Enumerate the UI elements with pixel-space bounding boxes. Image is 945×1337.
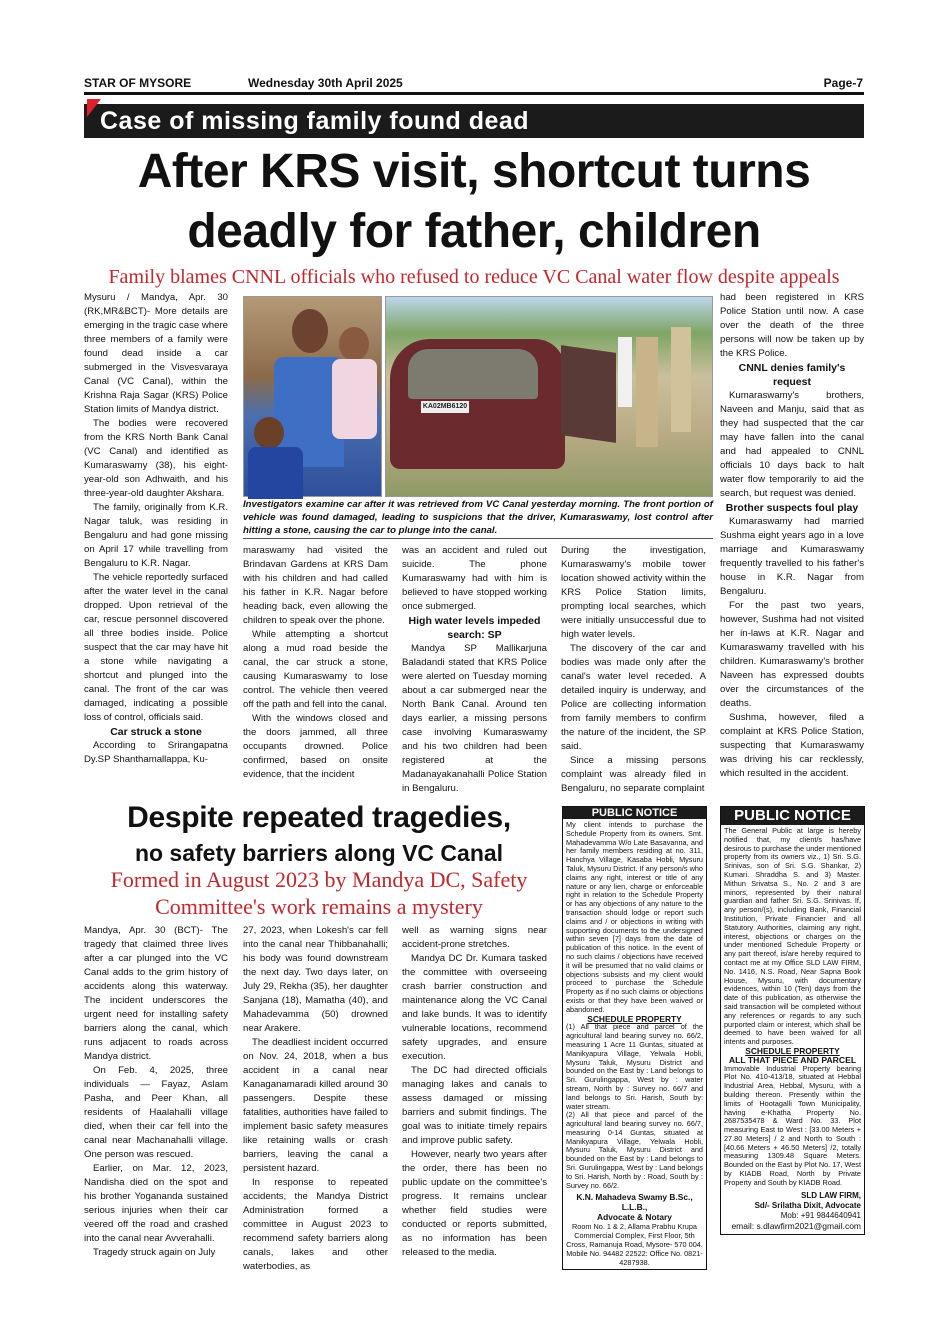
masthead-date: Wednesday 30th April 2025 xyxy=(248,76,403,90)
article2-deck-line-1: Formed in August 2023 by Mandya DC, Safety xyxy=(110,867,528,892)
article2-headline-line-2: no safety barriers along VC Canal xyxy=(134,840,504,866)
masthead-paper-name: STAR OF MYSORE xyxy=(84,76,192,90)
notice-title: PUBLIC NOTICE xyxy=(721,807,864,825)
schedule-item-2: (2) All that piece and parcel of the agricultural land bearing survey no. 66/7, measuring 0-14 Guntas, situated at Manikyapura Village, Yelwala Hobli, Mysuru Taluk, Mysuru District and bounded on the East by : Land belongs to Sri. Gurulingappa, West by : Land belongs to Sri. Harish, North by : Road, South by : Survey no. 66/2. xyxy=(566,1110,703,1190)
family-photo xyxy=(243,296,382,497)
paragraph: The vehicle reportedly surfaced after the water level in the canal dropped. Upon retrieval of the car, rescue personnel discovered all three bodies inside. Police suspect that the car may have hit a stone while navigating a shortcut and plunged into the canal. The front of the car was damaged, indicating a possible loss of control, officials said. xyxy=(84,572,228,723)
paragraph: Sushma, however, filed a complaint at KRS Police Station, suspecting that Kumaraswamy was driving his car recklessly, which resulted in the accident. xyxy=(720,712,864,779)
article2-headline-line-1: Despite repeated tragedies, xyxy=(127,801,511,834)
article1-column-2 xyxy=(243,544,388,797)
paragraph: While attempting a shortcut along a mud road beside the canal, the car struck a stone, causing Kumaraswamy to lose control. The vehicle then veered off the path and fell into the canal. xyxy=(243,629,388,710)
paragraph: The deadliest incident occurred on Nov. 24, 2018, when a bus accident in a canal near Kanaganamaradi killed around 30 passengers. Despite these fatalities, authorities have failed to implement basic safety measures like retaining walls or crash barriers, leaving the canal a persistent hazard. xyxy=(243,1037,388,1174)
masthead-rule xyxy=(84,92,864,95)
paragraph: For the past two years, however, Sushma had not visited her in-laws at K.R. Nagar and Kumaraswamy travelled with his children. Kumaraswamy's brother Naveen has expressed doubts over the circumstances of the deaths. xyxy=(720,600,864,709)
article2-deck-line-2: Committee's work remains a mystery xyxy=(155,894,483,919)
article1-column-3 xyxy=(402,544,547,797)
advocate-phone: Mobile No. 94482 22522: Office No. 0821-4287938. xyxy=(566,1248,703,1267)
article-kicker xyxy=(84,104,864,138)
notice-body: My client intends to purchase the Schedule Property from its owners. Smt. Mahadevamma W/o Late Basavanna, and her family members residing at no. 311, Hanchya Village, Kasaba Hobli, Mysuru Taluk, Mysuru District. If any person/s who claims any right, interest or title of any nature or any lien, charge or enforceable right in relation to the Schedule Property or has any objections of any nature to the transaction should lodge or report such claims and / or objections in writing with supporting documents to the undersigned within seven [7] days from the date of publication of this notice. In the event of no such claims / objections have received it will be presumed that no valid claims or objections subsists and my client would proceed to purchase the Schedule Property as if no such claims or objections exists or that they have been waived or abandoned. xyxy=(566,820,703,1014)
signatory: Sd/- Srilatha Dixit, Advocate xyxy=(754,1200,861,1210)
article2-column-2 xyxy=(243,924,388,1272)
paragraph: Kumaraswamy's brothers, Naveen and Manju, said that as they had suspected that the car may have fallen into the canal and had appealed to CNNL officials 10 days back to halt water flow temporarily to aid the search, but request was denied. xyxy=(720,390,864,499)
schedule-title: SCHEDULE PROPERTY xyxy=(745,1045,840,1056)
schedule-item-1: (1) All that piece and parcel of the agricultural land bearing survey no. 66/2, measuring 1 Acre 11 Guntas, situated at Manikyapura Village, Yelwala Hobli, Mysuru Taluk, Mysuru District and bounded on the East by : Land belongs to Sri. Gurulingappa, West by : water stream, North by : Survey no. 66/7 and land belongs to Sri. Harish, South by: water stream. xyxy=(566,1022,703,1111)
article1-column-4 xyxy=(561,544,706,797)
paragraph: The discovery of the car and bodies was made only after the canal's water level receded. A detailed inquiry is underway, and Police are collecting information from family members to confirm the nature of the incident, the SP said. xyxy=(561,643,706,752)
subhead: Car struck a stone xyxy=(110,726,202,738)
paragraph: The bodies were recovered from the KRS North Bank Canal (VC Canal) and identified as Kumaraswamy (38), his eight-year-old son Adhwaith, and his three-year-old daughter Akshara. xyxy=(84,418,228,499)
subhead: CNNL denies family's request xyxy=(738,362,846,388)
paragraph: On Feb. 4, 2025, three individuals — Fayaz, Aslam Pasha, and Peer Khan, all residents of Haalahalli village died, when their car fell into the canal near Machanahalli village. One person was rescued. xyxy=(84,1065,228,1160)
paragraph: Earlier, on Mar. 12, 2023, Nandisha died on the spot and his brother Yogananda sustained serious injuries when their car veered off the road and crashed into the canal near Avverahalli. xyxy=(84,1163,228,1244)
paragraph: According to Srirangapatna Dy.SP Shanthamallappa, Ku- xyxy=(84,740,228,765)
paragraph: maraswamy had visited the Brindavan Gardens at KRS Dam with his children and had called his father in K.R. Nagar before heading back, even allowing the children to speak over the phone. xyxy=(243,545,388,626)
paragraph: Mandya DC Dr. Kumara tasked the committee with overseeing crash barrier construction and maintenance along the VC Canal and lake bunds. It was to identify vulnerable locations, recommend safety upgrades, and ensure execution. xyxy=(402,953,547,1062)
paragraph: The family, originally from K.R. Nagar taluk, was residing in Bengaluru and had gone missing on April 17 while travelling from Bengaluru to K.R. Nagar. xyxy=(84,502,228,569)
mobile-number: Mob: +91 9844640941 xyxy=(780,1210,861,1220)
advocate-name: K.N. Mahadeva Swamy B.Sc., L.L.B., xyxy=(576,1192,693,1213)
subhead: High water levels impeded search: SP xyxy=(408,615,541,641)
article1-column-5 xyxy=(720,291,864,797)
article2-column-3 xyxy=(402,924,547,1262)
paragraph: well as warning signs near accident-prone stretches. xyxy=(402,925,547,950)
advocate-address: Room No. 1 & 2, Allama Prabhu Krupa Commercial Complex, First Floor, 5th Cross, Ramanuja Road, Mysore- 570 004. xyxy=(566,1222,703,1250)
kicker-text: Case of missing family found dead xyxy=(100,107,530,135)
photo-caption: Investigators examine car after it was retrieved from VC Canal yesterday morning. The front portion of vehicle was found damaged, leading to suspicions that the driver, Kumaraswamy, lost control after hitting a stone, causing the car to plunge into the canal. xyxy=(243,498,713,539)
email-address[interactable]: email: s.dlawfirm2021@gmail.com xyxy=(731,1220,861,1231)
paragraph: Mandya SP Mallikarjuna Baladandi stated that KRS Police were alerted on Tuesday morning about a car submerged near the North Bank Canal. Around ten days earlier, a missing persons case involving Kumaraswamy and his two children had been registered at the Madanayakanahalli Police Station in Bengaluru. xyxy=(402,643,547,794)
law-firm: SLD LAW FIRM, xyxy=(801,1190,861,1200)
car-retrieval-photo xyxy=(385,296,713,497)
public-notice-2 xyxy=(720,806,865,1235)
paragraph: Since a missing persons complaint was already filed in Bengaluru, no separate complaint xyxy=(561,755,706,794)
paragraph: However, nearly two years after the order, there has been no public update on the committee's progress. It remains unclear whether field studies were conducted or reports submitted, as no information has been released to the media. xyxy=(402,1149,547,1258)
article-deck: Family blames CNNL officials who refused to reduce VC Canal water flow despite appeals xyxy=(108,266,840,288)
paragraph: During the investigation, Kumaraswamy's mobile tower location showed activity within the KRS Police Station limits, prompting local searches, which were initially unsuccessful due to high water levels. xyxy=(561,545,706,640)
headline-line-2: deadly for father, children xyxy=(187,205,761,258)
paragraph: Mysuru / Mandya, Apr. 30 (RK,MR&BCT)- More details are emerging in the tragic case where three members of a family were found dead inside a car submerged in the Visvesvaraya Canal (VC Canal), within the Krishna Raja Sagar (KRS) Police Station limits of Mandya district. xyxy=(84,292,228,415)
headline-line-1: After KRS visit, shortcut turns xyxy=(137,145,811,198)
schedule-lead: ALL THAT PIECE AND PARCEL xyxy=(728,1054,857,1065)
schedule-body: Immovable Industrial Property bearing Plot No. 410-413/18, situated at Hebbal Industrial Area, Hebbal, Mysuru, with a building thereon. Presently within the limits of Hootagalli Town Municipality, having e-Khatha Property No. 2687535478 & Ward No. 33. Plot measuring East to West : [33.00 Meters + 27.80 Meters] / 2 and North to South : [40.66 Meters + 46.50 Meters] /2, totally measuring 1309.48 Square Meters. Bounded on the East by Plot No. 17, West by KIADB Road, North by Private Property and South by KIADB Road. xyxy=(724,1063,861,1187)
schedule-title: SCHEDULE PROPERTY xyxy=(587,1013,682,1024)
paragraph: Kumaraswamy had married Sushma eight years ago in a love marriage and Kumaraswamy frequently travelled to his father's house in K.R. Nagar from Bengaluru. xyxy=(720,516,864,597)
article2-column-1 xyxy=(84,924,228,1262)
notice-body: The General Public at large is hereby notified that, my client/s has/have desirous to purchase the under mentioned property from its owners viz., 1) Sri. S.G. Srinivas, son of Sri. S.G. Shankar, 2) Kumari. Shraddha S. and 3) Master. Mithun Srivatsa S., No. 2 and 3 are minors, represented by their natural guardian and father Sri. S.G. Srinivas. If, any person/(s), including Bank, Financial Institution, Private Financier and all Statutory Authorities, claiming any right, interest, objections or charges on the under mentioned Schedule Property or any part thereof, is/are hereby required to contact me at my Office SLD LAW FIRM, No. 1416, N.S. Road, Near Sapna Book House, Mysuru, with documentary evidences, within 10 (Ten) days from the date of this publication, as otherwise the said transaction will be completed without any references or regards to any such purported claim or interest, which shall be deemed to have been waived for all intents and purposes. xyxy=(724,826,861,1047)
article1-column-1 xyxy=(84,291,228,797)
paragraph: was an accident and ruled out suicide. The phone Kumaraswamy had with him is believed to have stopped working once submerged. xyxy=(402,545,547,612)
subhead: Brother suspects foul play xyxy=(725,502,859,514)
paragraph: had been registered in KRS Police Station until now. A case over the death of the three persons will now be taken up by the KRS Police. xyxy=(720,292,864,359)
paragraph: With the windows closed and the doors jammed, all three occupants drowned. Police confirmed, based on onsite evidence, that the incident xyxy=(243,713,388,780)
notice-title: PUBLIC NOTICE xyxy=(563,807,706,819)
advocate-title: Advocate & Notary xyxy=(597,1212,672,1223)
paragraph: Mandya, Apr. 30 (BCT)- The tragedy that claimed three lives after a car plunged into the VC Canal adds to the grim history of accidents along this waterway. The incident underscores the urgent need for installing safety barriers along the canal, which runs adjacent to roads across Mandya district. xyxy=(84,925,228,1062)
red-corner-icon xyxy=(87,99,101,117)
paragraph: In response to repeated accidents, the Mandya District Administration formed a committee in August 2023 to recommend safety barriers along canals, lakes and other waterbodies, as xyxy=(243,1177,388,1272)
paragraph: 27, 2023, when Lokesh's car fell into the canal near Thibbanahalli; his body was found downstream the next day. Two days later, on July 29, Rekha (35), her daughter Sanjana (18), Mamatha (40), and Mahadevamma (50) drowned near Arakere. xyxy=(243,925,388,1034)
page-number: Page-7 xyxy=(823,76,863,90)
paragraph: Tragedy struck again on July xyxy=(93,1247,216,1258)
paragraph: The DC had directed officials managing lakes and canals to assess damaged or missing barriers and submit findings. The goal was to initiate timely repairs and improve public safety. xyxy=(402,1065,547,1146)
number-plate: KA02MB6120 xyxy=(421,401,469,413)
public-notice-1 xyxy=(562,806,707,1270)
